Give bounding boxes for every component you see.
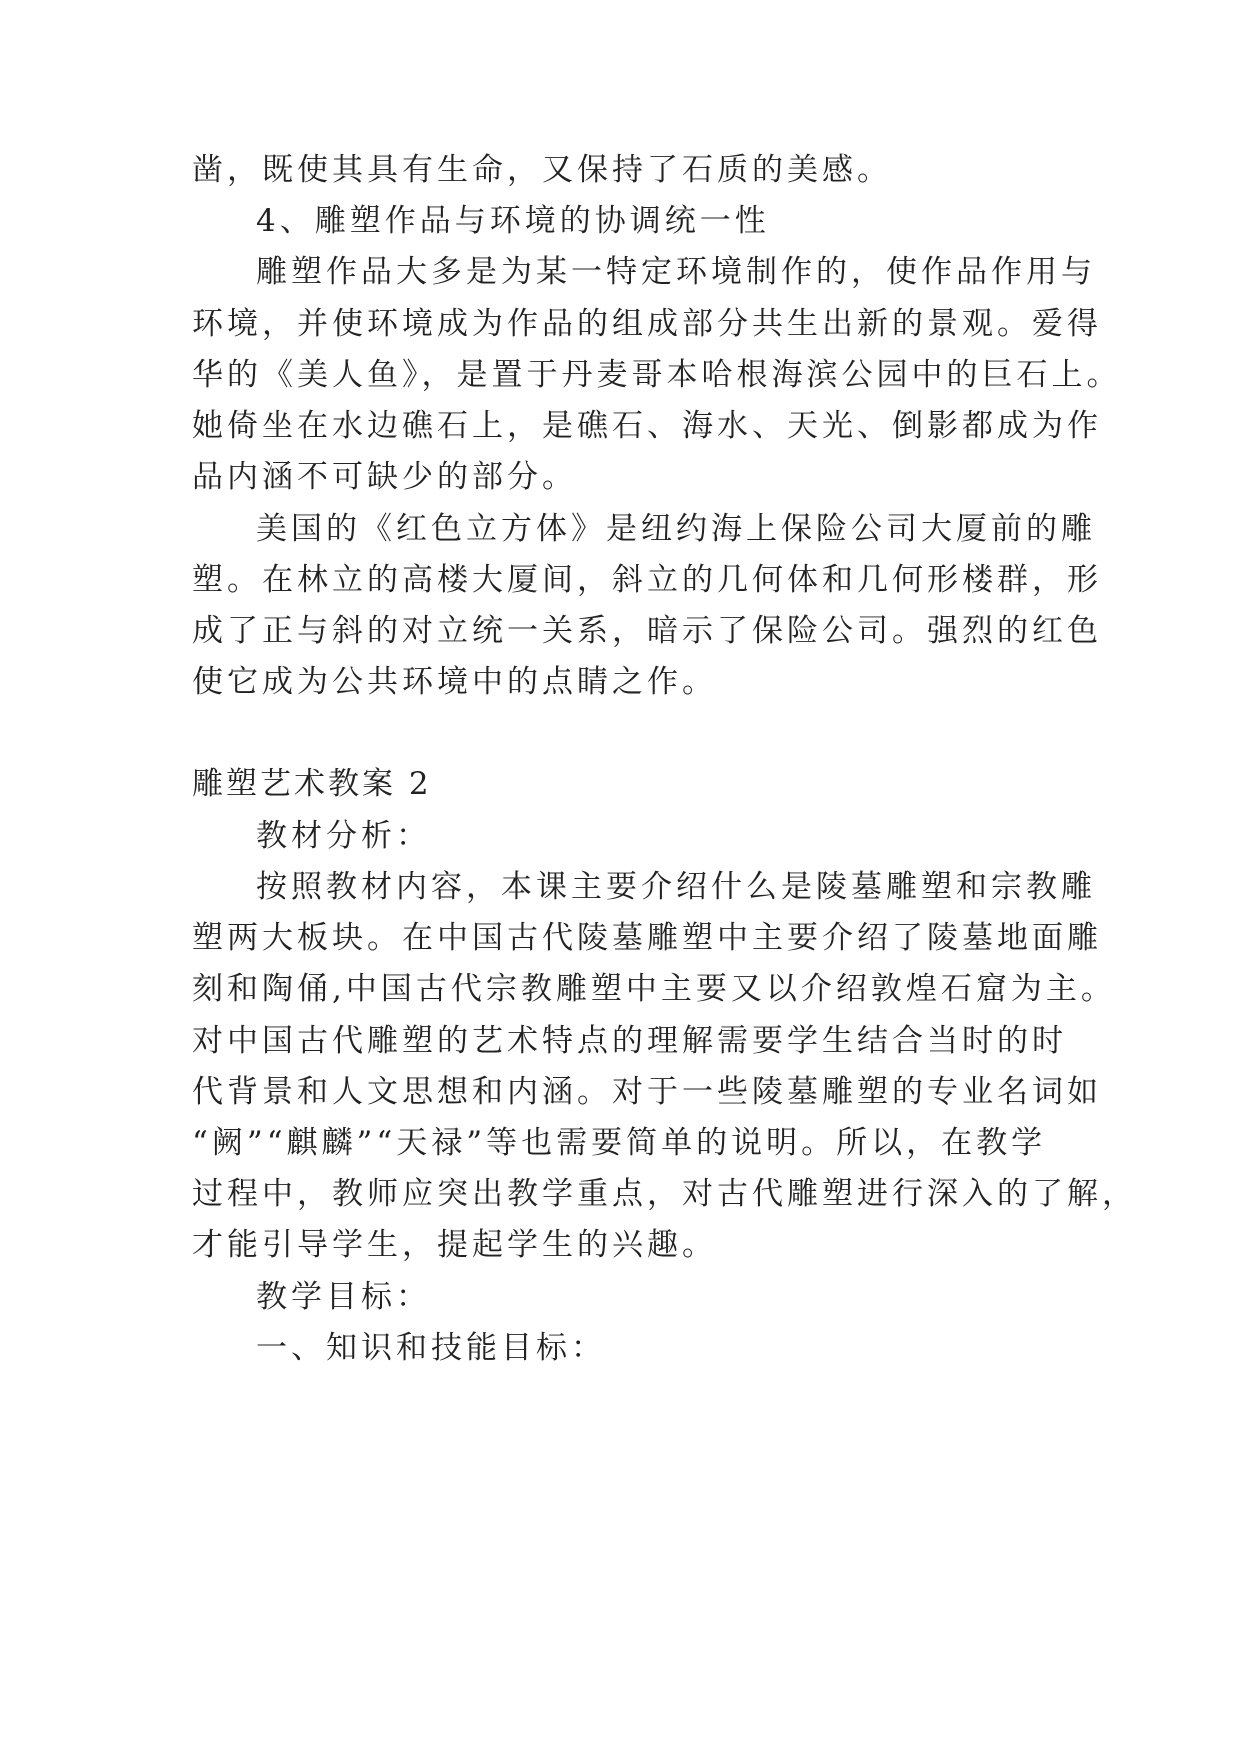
paragraph-line: “阙”“麒麟”“天禄”等也需要简单的说明。所以，在教学 [192, 1125, 1047, 1161]
subheading: 教学目标： [256, 1279, 431, 1315]
paragraph-line: 凿，既使其具有生命，又保持了石质的美感。 [192, 152, 892, 188]
section-title: 雕塑艺术教案 2 [192, 766, 432, 802]
paragraph-line: 使它成为公共环境中的点睛之作。 [192, 664, 717, 700]
paragraph-line: 对中国古代雕塑的艺术特点的理解需要学生结合当时的时 [192, 1023, 1067, 1059]
paragraph-line: 环境，并使环境成为作品的组成部分共生出新的景观。爱得 [192, 306, 1102, 342]
paragraph-line: 雕塑作品大多是为某一特定环境制作的，使作品作用与 [256, 254, 1096, 290]
paragraph-line: 刻和陶俑,中国古代宗教雕塑中主要又以介绍敦煌石窟为主。 [192, 971, 1116, 1007]
paragraph-line: 美国的《红色立方体》是纽约海上保险公司大厦前的雕 [256, 511, 1096, 547]
paragraph-line: 过程中，教师应突出教学重点，对古代雕塑进行深入的了解， [192, 1176, 1137, 1212]
paragraph-line: 品内涵不可缺少的部分。 [192, 459, 577, 495]
paragraph-line: 才能引导学生，提起学生的兴趣。 [192, 1227, 717, 1263]
paragraph-line: 塑两大板块。在中国古代陵墓雕塑中主要介绍了陵墓地面雕 [192, 920, 1102, 956]
paragraph-line: 按照教材内容，本课主要介绍什么是陵墓雕塑和宗教雕 [256, 869, 1096, 905]
paragraph-line: 华的《美人鱼》，是置于丹麦哥本哈根海滨公园中的巨石上。 [192, 357, 1122, 393]
paragraph-line: 她倚坐在水边礁石上，是礁石、海水、天光、倒影都成为作 [192, 408, 1102, 444]
paragraph-line: 代背景和人文思想和内涵。对于一些陵墓雕塑的专业名词如 [192, 1074, 1102, 1110]
paragraph-line: 成了正与斜的对立统一关系，暗示了保险公司。强烈的红色 [192, 613, 1102, 649]
subheading: 教材分析： [256, 818, 431, 854]
subheading: 一、知识和技能目标： [256, 1330, 606, 1366]
paragraph-line: 塑。在林立的高楼大厦间，斜立的几何体和几何形楼群，形 [192, 562, 1102, 598]
subheading: 4、雕塑作品与环境的协调统一性 [256, 203, 770, 239]
